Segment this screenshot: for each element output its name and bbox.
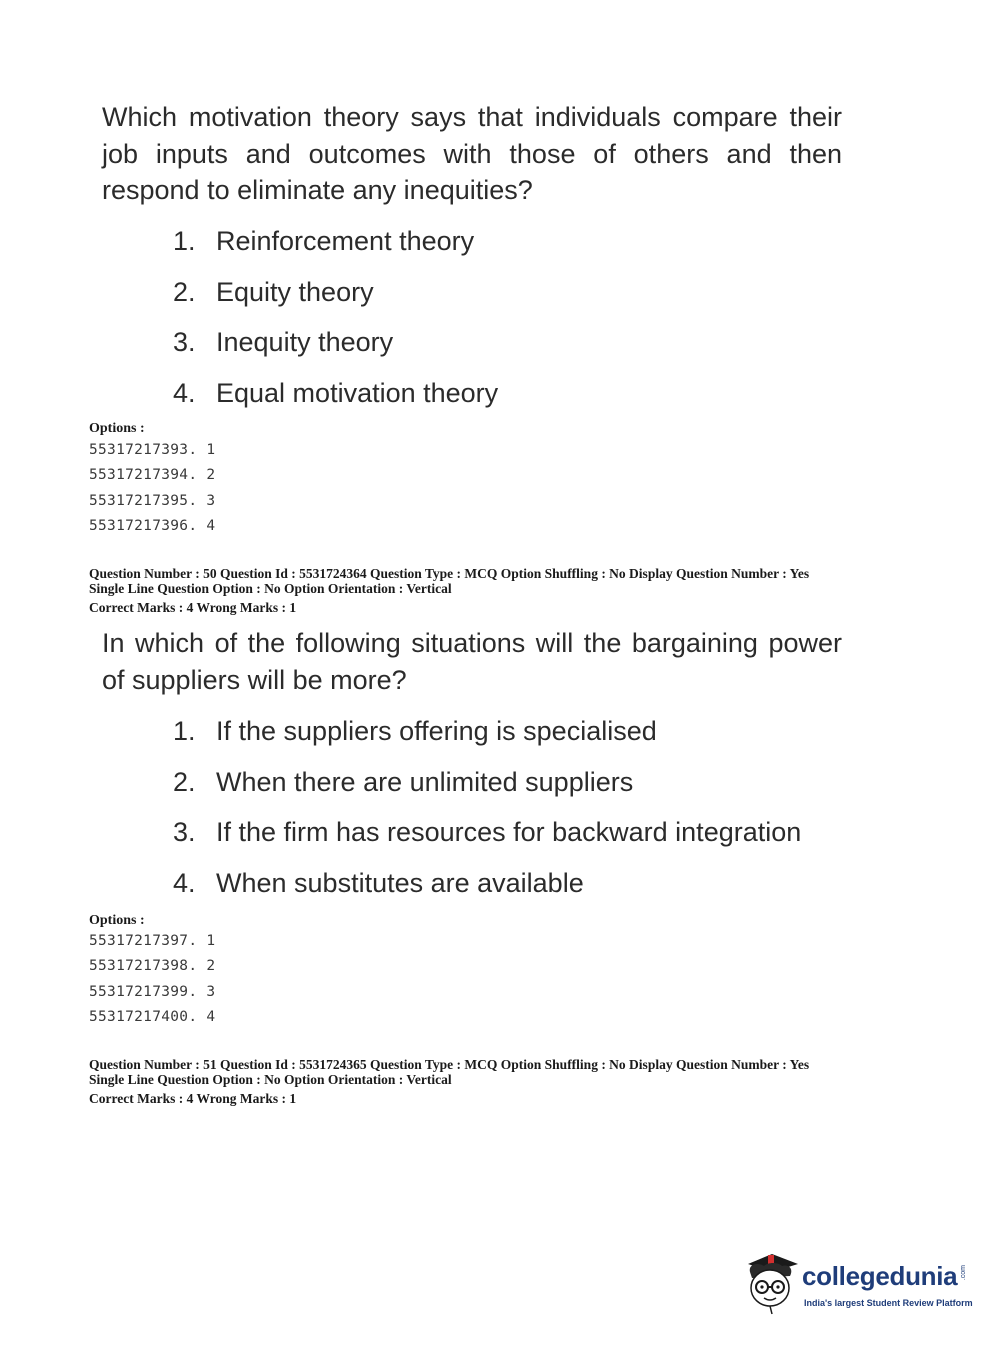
option-id: 55317217395. 3 [89,492,216,509]
question-meta-line: Single Line Question Option : No Option Orientation : Vertical [89,580,452,596]
choice-text: When there are unlimited suppliers [216,766,634,797]
option-id: 55317217397. 1 [89,933,216,949]
question-text: Which motivation theory says that individuals compare their job inputs and outcomes with those of others and then respond to eliminate any inequities? [102,102,842,205]
logo-domain-suffix: .com [960,1265,967,1281]
answer-choice [173,764,801,815]
mascot-icon [742,1250,800,1316]
option-id: 55317217398. 2 [89,958,216,975]
option-id-list [89,931,215,1032]
choice-text: Equity theory [216,276,374,307]
choice-number: 2. [173,276,196,307]
option-id-list [89,440,215,541]
answer-choice [173,814,801,865]
question-meta-line: Single Line Question Option : No Option Orientation : Vertical [89,1071,452,1087]
question-text: In which of the following situations will the bargaining power of suppliers will be more? [102,628,842,695]
answer-choice [173,375,498,426]
choice-number: 3. [173,817,196,847]
question-meta-line: Question Number : 51 Question Id : 5531724365 Question Type : MCQ Option Shuffling : No Display Question Number : Yes [89,1057,810,1072]
option-id: 55317217399. 3 [89,983,216,1000]
choice-number: 1. [173,226,196,256]
choice-number: 4. [173,867,196,898]
question-marks: Correct Marks : 4 Wrong Marks : 1 [89,600,297,615]
choice-number: 2. [173,766,196,797]
question-meta [89,567,889,616]
options-label: Options : [89,421,145,436]
choice-number: 4. [173,377,196,408]
choice-text: When substitutes are available [216,867,584,898]
choice-number: 3. [173,327,196,357]
answer-choice [173,274,498,325]
choice-text: If the firm has resources for backward integration [216,817,802,847]
choice-text: If the suppliers offering is specialised [216,716,657,746]
answer-choice [173,865,801,916]
choice-text: Reinforcement theory [216,226,475,256]
option-id: 55317217393. 1 [89,442,216,458]
answer-choice-list [173,223,498,425]
option-id: 55317217400. 4 [89,1008,216,1025]
question-meta [89,1058,889,1107]
options-label: Options : [89,913,145,928]
choice-number: 1. [173,716,196,746]
question-marks: Correct Marks : 4 Wrong Marks : 1 [89,1091,297,1106]
answer-choice [173,223,498,274]
collegedunia-logo [742,1250,972,1320]
question-meta-line: Question Number : 50 Question Id : 5531724364 Question Type : MCQ Option Shuffling : No Display Question Number : Yes [89,566,810,581]
choice-text: Equal motivation theory [216,377,499,408]
answer-choice-list [173,713,801,915]
logo-wordmark: collegedunia [802,1261,958,1291]
choice-text: Inequity theory [216,327,394,357]
logo-tagline: India's largest Student Review Platform [804,1298,973,1308]
answer-choice [173,324,498,375]
option-id: 55317217394. 2 [89,467,216,484]
answer-choice [173,713,801,764]
option-id: 55317217396. 4 [89,517,216,534]
